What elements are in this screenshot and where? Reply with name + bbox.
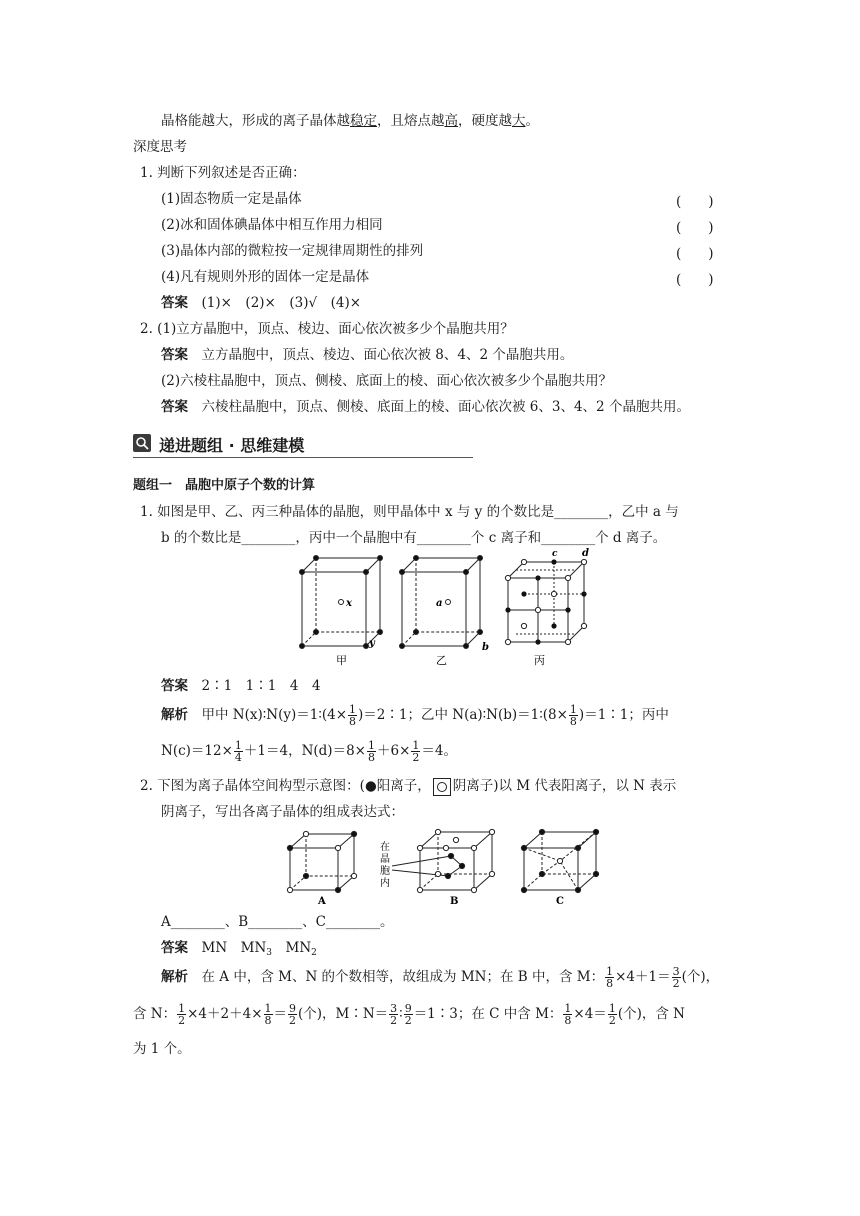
question-2b: (2)六棱柱晶胞中，顶点、侧棱、底面上的棱、面心依次被多少个晶胞共用？	[161, 373, 613, 389]
label-yi: 乙	[436, 654, 447, 667]
crystal-A	[287, 831, 356, 892]
label-b: b	[482, 642, 489, 653]
judge-paren-1: ( )	[676, 194, 714, 210]
answer-1: 答案 (1)× (2)× (3)√ (4)×	[161, 295, 362, 311]
svg-text:胞: 胞	[380, 866, 390, 877]
jiexi-p1-line-1: 解析 甲中 N(x)∶N(y)＝1∶(4× $\frac{1}{8}$ )＝2∶1；乙中 N(a)∶N(b)＝1∶(8× $\frac{1}{8}$ )＝1∶1；丙中	[161, 703, 669, 728]
answer-2b: 答案 六棱柱晶胞中，顶点、侧棱、底面上的棱、面心依次被 6、3、4、2 个晶胞共用。	[161, 399, 690, 415]
label-c: c	[552, 549, 558, 559]
label-B: B	[450, 896, 459, 907]
deep-thinking-heading: 深度思考	[133, 139, 187, 155]
jiexi-p1-line-2: N(c)＝12× $\frac{1}{4}$ ＋1＝4，N(d)＝8× $\frac{1}{8}$ ＋6× $\frac{1}{2}$ ＝4。	[161, 739, 457, 764]
magnifier-icon	[133, 434, 151, 452]
answer-p2: 答案 MN $MN_3$ $MN_2$	[161, 940, 317, 958]
svg-text:晶: 晶	[380, 854, 390, 865]
svg-text:内: 内	[380, 878, 390, 889]
unit-cells-figure	[296, 548, 596, 670]
statement-2: (2)冰和固体碘晶体中相互作用力相同	[161, 217, 383, 233]
jiexi-p2-line-2: 含 N： $\frac{1}{2}$ ×4＋2＋4× $\frac{1}{8}$ ＝ $\frac{9}{2}$ (个)，M∶N＝ $\frac{3}{2}$ ∶ $\frac{9}{2}$ ＝1∶3；在 C 中含 M： $\frac{1}{8}$ ×4＝ $\frac{1}{2}$ (个)，含 N	[133, 1002, 685, 1027]
judge-paren-3: ( )	[676, 246, 714, 262]
group-1-heading: 题组一 晶胞中原子个数的计算	[133, 478, 316, 493]
svg-text:在: 在	[380, 842, 390, 853]
intro-line: 晶格能越大，形成的离子晶体越稳定，且熔点越高，硬度越大。	[161, 113, 539, 129]
judge-paren-2: ( )	[676, 220, 714, 236]
label-jia: 甲	[336, 654, 347, 667]
jiexi-p2-line-3: 为 1 个。	[133, 1041, 191, 1057]
section-rule	[133, 457, 473, 458]
statement-3: (3)晶体内部的微粒按一定规律周期性的排列	[161, 243, 424, 259]
label-A: A	[318, 896, 326, 907]
label-x: x	[346, 598, 352, 609]
answer-p1: 答案 2∶1 1∶1 4 4	[161, 678, 321, 694]
crystal-C	[521, 829, 598, 892]
problem-2-line-2: 阴离子，写出各离子晶体的组成表达式：	[161, 804, 404, 820]
label-y: y	[369, 638, 375, 649]
cell-jia	[300, 556, 383, 649]
problem-1-line-2: b 的个数比是________，丙中一个晶胞中有________个 c 离子和________个 d 离子。	[161, 530, 667, 546]
label-a: a	[436, 598, 443, 609]
problem-1-line-1: 1. 如图是甲、乙、丙三种晶体的晶胞，则甲晶体中 x 与 y 的个数比是________，乙中 a 与	[140, 504, 679, 520]
section-title: 递进题组 · 思维建模	[159, 436, 305, 455]
label-bing: 丙	[534, 654, 545, 667]
anion-symbol-box	[433, 778, 451, 796]
inside-cell-note-chars	[380, 840, 390, 889]
question-1: 1. 判断下列叙述是否正确：	[140, 165, 306, 181]
cell-bing	[508, 562, 584, 642]
question-2a: 2. (1)立方晶胞中，顶点、棱边、面心依次被多少个晶胞共用？	[140, 321, 514, 337]
section-header	[133, 432, 473, 458]
judge-paren-4: ( )	[676, 272, 714, 288]
label-d: d	[582, 548, 589, 559]
problem-2-line-1: 2. 下图为离子晶体空间构型示意图：(●阳离子， 阴离子)以 M 代表阳离子，以 N 表示	[140, 778, 677, 794]
answer-2a: 答案 立方晶胞中，顶点、棱边、面心依次被 8、4、2 个晶胞共用。	[161, 347, 574, 363]
ionic-crystals-figure	[286, 826, 608, 908]
statement-4: (4)凡有规则外形的固体一定是晶体	[161, 269, 370, 285]
open-circle-icon	[437, 782, 447, 792]
problem-2-blanks: A________、B________、C________。	[161, 914, 394, 930]
statement-1: (1)固态物质一定是晶体	[161, 191, 302, 207]
crystal-B	[392, 829, 495, 892]
label-C: C	[556, 896, 564, 907]
jiexi-p2-line-1: 解析 在 A 中，含 M、N 的个数相等，故组成为 MN；在 B 中，含 M： $\frac{1}{8}$ ×4＋1＝ $\frac{3}{2}$ (个)，	[161, 965, 720, 990]
